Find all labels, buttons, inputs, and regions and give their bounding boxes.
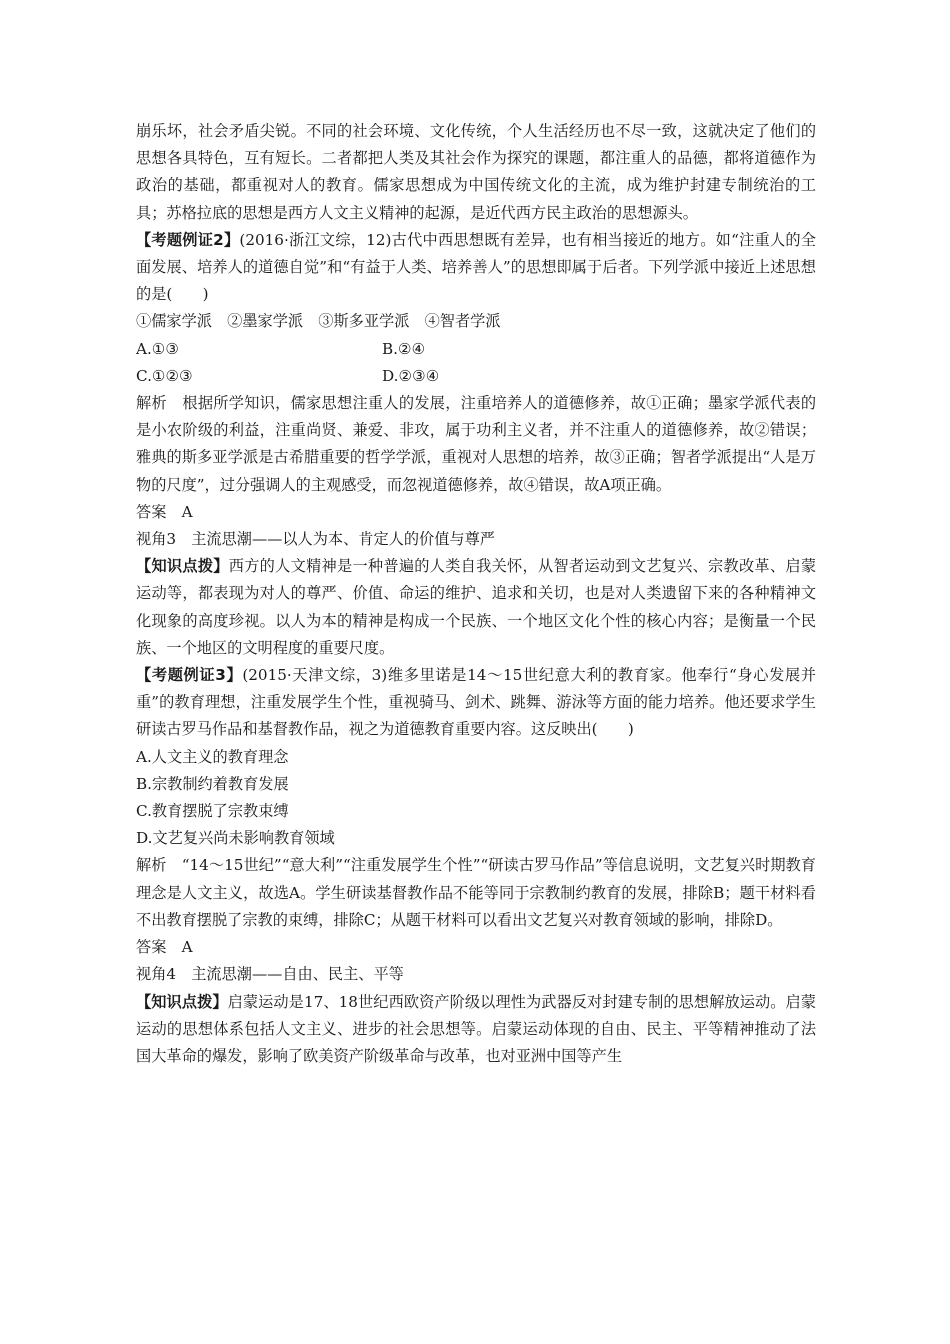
knowledge-4-tag: 【知识点拨】 <box>136 992 228 1011</box>
question-3-option-d: D.文艺复兴尚未影响教育领域 <box>136 829 335 848</box>
question-2 <box>136 227 816 309</box>
question-2-options-row-2 <box>136 363 816 390</box>
knowledge-3-tag: 【知识点拨】 <box>136 557 229 576</box>
knowledge-4 <box>136 989 816 1071</box>
question-3-option-b: B.宗教制约着教育发展 <box>136 774 289 793</box>
paragraph-intro: 崩乐坏，社会矛盾尖锐。不同的社会环境、文化传统，个人生活经历也不尽一致，这就决定了他们的思想各具特色，互有短长。二者都把人类及其社会作为探究的课题，都注重人的品德，都将道德作为政治的基础，都重视对人的教育。儒家思想成为中国传统文化的主流，成为维护封建专制统治的工具；苏格拉底的思想是西方人文主义精神的起源，是近代西方民主政治的思想源头。 <box>136 122 816 222</box>
question-3-option-a: A.人文主义的教育理念 <box>136 747 289 766</box>
question-2-option-b: B.②④ <box>382 339 426 358</box>
question-2-option-c: C.①②③ <box>136 366 193 385</box>
knowledge-3 <box>136 553 816 662</box>
question-2-analysis: 解析 根据所学知识，儒家思想注重人的发展，注重培养人的道德修养，故①正确；墨家学派代表的是小农阶级的利益，注重尚贤、兼爱、非攻，属于功利主义者，并不注重人的道德修养，故②错误；雅典的斯多亚学派是古希腊重要的哲学学派，重视对人思想的培养，故③正确；智者学派提出“人是万物的尺度”，过分强调人的主观感受，而忽视道德修养，故④错误，故A项正确。 <box>136 394 816 494</box>
question-3-analysis: 解析 “14～15世纪”“意大利”“注重发展学生个性”“研读古罗马作品”等信息说明，文艺复兴时期教育理念是人文主义，故选A。学生研读基督教作品不能等同于宗教制约教育的发展，排除B；题干材料看不出教育摆脱了宗教的束缚，排除C；从题干材料可以看出文艺复兴对教育领域的影响，排除D。 <box>136 856 816 929</box>
knowledge-3-text: 西方的人文精神是一种普遍的人类自我关怀，从智者运动到文艺复兴、宗教改革、启蒙运动等，都表现为对人的尊严、价值、命运的维护、追求和关切，也是对人类遗留下来的各种精神文化现象的高度珍视。以人为本的精神是构成一个民族、一个地区文化个性的核心内容；是衡量一个民族、一个地区的文明程度的重要尺度。 <box>136 557 817 657</box>
document-page <box>136 118 816 1070</box>
view-4-title: 视角4 主流思潮——自由、民主、平等 <box>136 965 404 984</box>
knowledge-4-text: 启蒙运动是17、18世纪西欧资产阶级以理性为武器反对封建专制的思想解放运动。启蒙运动的思想体系包括人文主义、进步的社会思想等。启蒙运动体现的自由、民主、平等精神推动了法国大革命的爆发，影响了欧美资产阶级革命与改革，也对亚洲中国等产生 <box>136 992 816 1065</box>
question-2-options-row-1 <box>136 336 816 363</box>
question-2-text: (2016·浙江文综，12)古代中西思想既有差异，也有相当接近的地方。如“注重人的全面发展、培养人的道德自觉”和“有益于人类、培养善人”的思想即属于后者。下列学派中接近上述思想的是( ) <box>136 230 816 304</box>
question-2-option-d: D.②③④ <box>382 366 440 385</box>
question-3-text: (2015·天津文综，3)维多里诺是14～15世纪意大利的教育家。他奉行“身心发展并重”的教育理想，注重发展学生个性，重视骑马、剑术、跳舞、游泳等方面的能力培养。他还要求学生研读古罗马作品和基督教作品，视之为道德教育重要内容。这反映出( ) <box>136 666 816 739</box>
question-3-tag: 【考题例证3】 <box>136 666 243 685</box>
question-2-answer: 答案 A <box>136 502 193 521</box>
question-2-option-a: A.①③ <box>136 339 180 358</box>
view-3-title: 视角3 主流思潮——以人为本、肯定人的价值与尊严 <box>136 530 495 549</box>
question-3-option-c: C.教育摆脱了宗教束缚 <box>136 802 289 821</box>
question-2-tag: 【考题例证2】 <box>136 230 240 249</box>
question-3 <box>136 662 816 744</box>
question-2-items: ①儒家学派 ②墨家学派 ③斯多亚学派 ④智者学派 <box>136 312 501 331</box>
question-3-answer: 答案 A <box>136 938 193 957</box>
